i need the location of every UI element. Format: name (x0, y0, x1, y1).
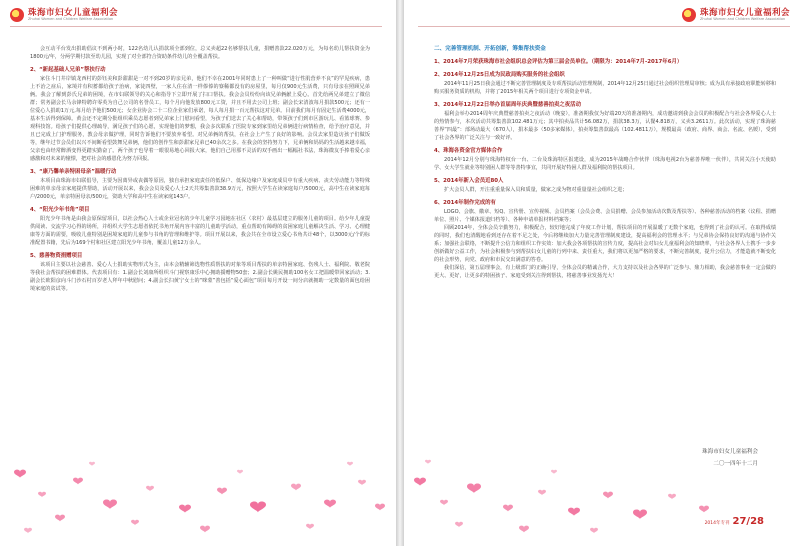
paragraph: 福利会举办2014周年庆典暨慈善拍卖之夜活动（晚宴），准备期我仅为好端20天的准备期内，成功邀请到我会会员的积极配合与社会各界爱心人士的热情参与，本次活动共筹集善款102.481万元；其中拍卖品共计56.082万，捐款38.3万，认餐4.818万，义卖3.2611万。此次活动，实现了珠海慈善界“四最”：部场动最大（670人），捐本最多（50多家媒体），拍卖筹集善款最高（102.4811万），规模最高（政府、商界、商会、名流、名媛），受到了社会各界的广泛关注与一致好评。 (434, 111, 776, 141)
section-heading: 4、珠海各资金官方媒体合作 (434, 148, 503, 154)
section-title: 二、完善管理机制、开拓创新，筹集帮扶资金 (434, 46, 546, 52)
heart-icon (324, 500, 336, 508)
heart-icon (200, 526, 210, 533)
heart-icon (590, 528, 598, 533)
paragraph: 该项目主要以社会慈善、爱心人士捐助实物形式为主，由本会精辅筛选物性质帮扶的对象等项目帮扶的单亲特困家庭、伤残人士、福利院、敬老院等我社会帮扶的困难群体。代表项目有：1.副会长刘康所组织斗门视察康乐中心拥助援赠物50套；2.副会长姚民拥助100名女工把温暖带回家活动；3.副会长欧阳彦向斗门沙石村百岁老人拜年中秋慰问；4.副会长扫黄宁女士的“咪蒙”善包括“爱心面包”项目每月开设一间分店就拥助一定数量的面包给困境家庭的贫试等。 (30, 262, 370, 292)
header-rule (418, 26, 790, 27)
heart-icon (699, 506, 709, 513)
heart-icon (503, 505, 513, 512)
paragraph: 2014年12月分别与珠海特权台一台、二台及珠海特区报建设，成为2015年战略合作伙伴（珠海电视2台为慈善界唯一伙伴），共同关注小天使助学、女大学生就业等特别困人群等等善特事宜，共同开展好特困人群及福利院的帮扶项目。 (434, 157, 776, 171)
section-heading: 5、慈善物资捐赠项目 (30, 253, 83, 259)
section-heading: 5、2014年新入会员近80人 (434, 178, 504, 184)
header-rule (10, 26, 382, 27)
page-number: 27/28 (732, 516, 764, 527)
paragraph: 本项目由珠海市妇联倡导，主要为因离异或丧偶等原因，独自承担家庭责任的低保户、低保边缘户及家庭成员中有重大疾病、丧夫劳动能力等特殊困难的单亲母亲家庭提供帮助，活动开展以来，我会会员及爱心人士2天共筹集善款38.9万元，按照大学生在读家庭每户/5000元，高中生在读家庭每户/2000元，单亲特困母亲/500元，资助大学和高中生在读家庭143户。 (30, 178, 370, 200)
signature-date: 二〇一四年十二月 (713, 461, 758, 467)
heart-icon (425, 460, 431, 464)
heart-icon (467, 484, 481, 494)
left-body (30, 45, 370, 293)
heart-icon (89, 462, 95, 466)
section-heading: 6、2014年制作完成的有 (434, 200, 496, 206)
heart-icon (24, 528, 32, 533)
brand-header (682, 8, 790, 22)
signature-organization: 珠海市妇女儿童福利会 (702, 449, 758, 455)
heart-icon (131, 520, 139, 525)
heart-icon (146, 486, 154, 491)
heart-icon (633, 510, 647, 520)
heart-icon (568, 508, 580, 516)
issue-label: 2014年专刊 (704, 521, 730, 526)
heart-icon (538, 490, 546, 495)
section-heading: 3、2014年12月22日举办首届周年庆典暨慈善拍卖之夜活动 (434, 102, 581, 108)
section-heading: 1、2014年7月荣获珠海市社会组织总会评估为第三届会员单位。（期限为：2014年7月-2017年6月） (434, 59, 683, 65)
heart-icon (14, 470, 26, 478)
heart-icon (55, 515, 65, 522)
heart-icon (603, 492, 613, 499)
paragraph: LOGO、会旗、徽章、短Q、宣传册、宣传视频、会员档案（会员会费、会员捐赠、会员参加活动次数及帮扶等）、各种慈善活动的档案（议程、捐赠单位、照片、个媒体报道归档等）、各种申请单报材料档案等； (434, 209, 776, 223)
heart-icon (217, 488, 227, 495)
brand-name-en: Zhuhai Women and Children Welfare Association (699, 17, 786, 21)
book-gutter (396, 0, 404, 546)
heart-icon (375, 504, 385, 511)
section-heading: 2、“新起基础人兄弟”帮扶行动 (30, 67, 106, 73)
paragraph: 回顾2014年，全体会员辛勤努力，积极配合，较好地完成了年度工作计划，帮扶项目的开展温暖了无数个家庭，也得到了社会的认可。在取得成绩的同时，我们也清醒地看到还存在着不足之处，今后将继续加大力量完善管理制度建设，提高福利会的管理水平；与兄弟协会保持良好的沟通与协作关系；加强社会联络，不断提升公信力和组织工作实效：加大我会各项帮扶的宣传力度，提高社会对妇女儿童福利会的知晓率，与社会各界人士携手一步步创新做好公益工作，为社会积极参与到帮扶妇女儿童的行列中来、责任重大，我们将以更加严格的要求，不断完善制度，提升公信力，才能造就不断变化的社会形势，向党、政府和市民交出满意的答卷。 (434, 225, 776, 263)
paragraph: 会互动平台发出捐助倡议不到两小时，122名幼儿认捐款项全部到位，总义卖超22名够帮扶儿童，捐赠善款22.020万元，为每名幼儿帮扶资金为1800元/年，分两学期付款至幼儿园，实现了对全部符合资助条件幼儿的全覆盖帮扶。 (30, 46, 370, 60)
left-page (0, 0, 396, 546)
heart-icon (455, 522, 463, 527)
heart-icon (250, 501, 266, 512)
heart-icon (291, 484, 301, 491)
heart-icon (179, 505, 191, 513)
paragraph: 阳光少年书角是由我会原保留项目，以社会热心人士或企业冠名的少年儿童学习园地在社区（农村）最基层建立的服务儿童的项目。给少年儿童提供阅读、交流学习心得的场所，并组织大学生志愿者依托书角开展内容丰富的儿童助学活动，重点帮助有障碍的贫困家庭儿童解决生活、学习、心理健康等方面的需要，吸收儿童特别是困境家庭的儿童参与书角的管理和维护等。项目开展以来，我会共在全市设立爱心书角共计48个，以3000元/个的标准配置书籍，先后为169个村和社区建立阳光少年书角，覆盖儿童12万余人。 (30, 216, 370, 246)
brand-name: 珠海市妇女儿童福利会 (28, 7, 119, 18)
right-body (434, 45, 776, 280)
section-heading: 3、“康乃馨单亲特困母亲”温暖行动 (30, 169, 117, 175)
association-logo-icon (682, 8, 696, 22)
heart-icon (38, 492, 46, 497)
heart-icon (237, 470, 243, 474)
page-footer (705, 516, 764, 527)
brand-name: 珠海市妇女儿童福利会 (699, 7, 790, 18)
heart-icon (103, 500, 117, 510)
heart-icon (414, 478, 426, 486)
paragraph: 扩大会员人群，开注重重量保入员和质量，做家之成为物对重量量社会组织之进； (444, 187, 628, 193)
heart-icon (358, 480, 366, 485)
paragraph: 家住斗门井岸镇龙西村的彭钰美和彭甜甜是一对不到20岁的亲兄弟，他们不幸在2001年同时患上了一种叫做“进行性肌营养不良”的罕见疾病，患上不治之症后，家境并有积蓄都给孩子治病，家徒四壁，一家人住在清一样傣傣的寮稀都没有的房屋里，每月仅900元生活费，只有母亲在照顾兄弟俩。我会了解到彭氏兄弟的困境，在市妇联领导的关心和指导下立即开展了扫口帮扶。我会会员纷纷向该兄弟俩献上爱心。首先给两兄弟建立了微信群；常务副会长马余锋特聘许零英为自己公司的名誉员工，每个月向他发放800元工资，并且不用去公司上班；副会长宋清波每月捐款500元；还有一位爱心人捐助1万元,每月给予他们500元；女企业协会二十二位企业家们承诺，每人每月捐一百元帮扶这对兄弟。目前我们每月有固定生活费4000元，基本生活得到保障。黄会还不定期分批组织乘员志愿者到兄弟家上门慰问看望，为孩子们送去了关心和帮助，带领孩子们到市区游玩儿、看篮球赛、参观科技馆。给孩子们提供心理疏导，满足孩子们的心愿，实现他们的梦想，我会多次联系了医院专家到家里给兄弟俩进行病情检查，给予治疗意见，并且已完成上门护理服务，教会母亲做护理，同时告诉他们不要放弃希望。对兄弟俩的帮扶，在社会上产生了良好的影响。会员去家里造访孩子们做饭等，继年过节会员们以兴不间断看望鼓舞兄弟俩，他们的创作生和彭甜家兄弟已40余次之多。在我会的坚持努力下，兄弟俩和妈妈的生活越来越幸福，父亲也由经常醉酒变得更踏实勤奋了。两个孩子也导着一眼很易地心回报大家，他们自己用那不灵活的双手画出一幅幅社书法，珠海微友手捧着爱心亲感激和对未来的憧憬，把对社会的感恩化为努力回报。 (30, 76, 370, 162)
brand-header (10, 8, 118, 22)
association-logo-icon (10, 8, 24, 22)
heart-icon (551, 470, 557, 474)
heart-icon (519, 526, 529, 533)
heart-icon (668, 494, 676, 499)
heart-icon (73, 478, 83, 485)
heart-icon (440, 500, 448, 505)
section-heading: 2、2014年12月25日成为民政局购买服务的社会组织 (434, 72, 565, 78)
heart-icon (347, 462, 353, 466)
paragraph: 2014年11月25日我会通过不断完善管理制度及专项帮扶活动管理规制，2014年12月25日通过社会组织管理局审核；成为具有承接政府职能转移和购买服务资质的机构，并将了2015年相关两个项目进行专项资金申请。 (434, 81, 777, 95)
right-page (404, 0, 800, 546)
brand-name-en: Zhuhai Women and Children Welfare Association (28, 17, 114, 21)
section-heading: 4、“阳光少年书角”项目 (30, 207, 90, 213)
paragraph: 我们深信，第五届理事会，有上级部门的正确引导，全体会员的精诚合作，大力支持以及社会各界的广泛参与、鼎力相助，我会慈善事业一定会做的更大、更好，让更多的特困孩子、家庭受到关注得到帮扶，将慈善事业发扬光大！ (434, 265, 776, 279)
heart-icon (306, 524, 314, 529)
